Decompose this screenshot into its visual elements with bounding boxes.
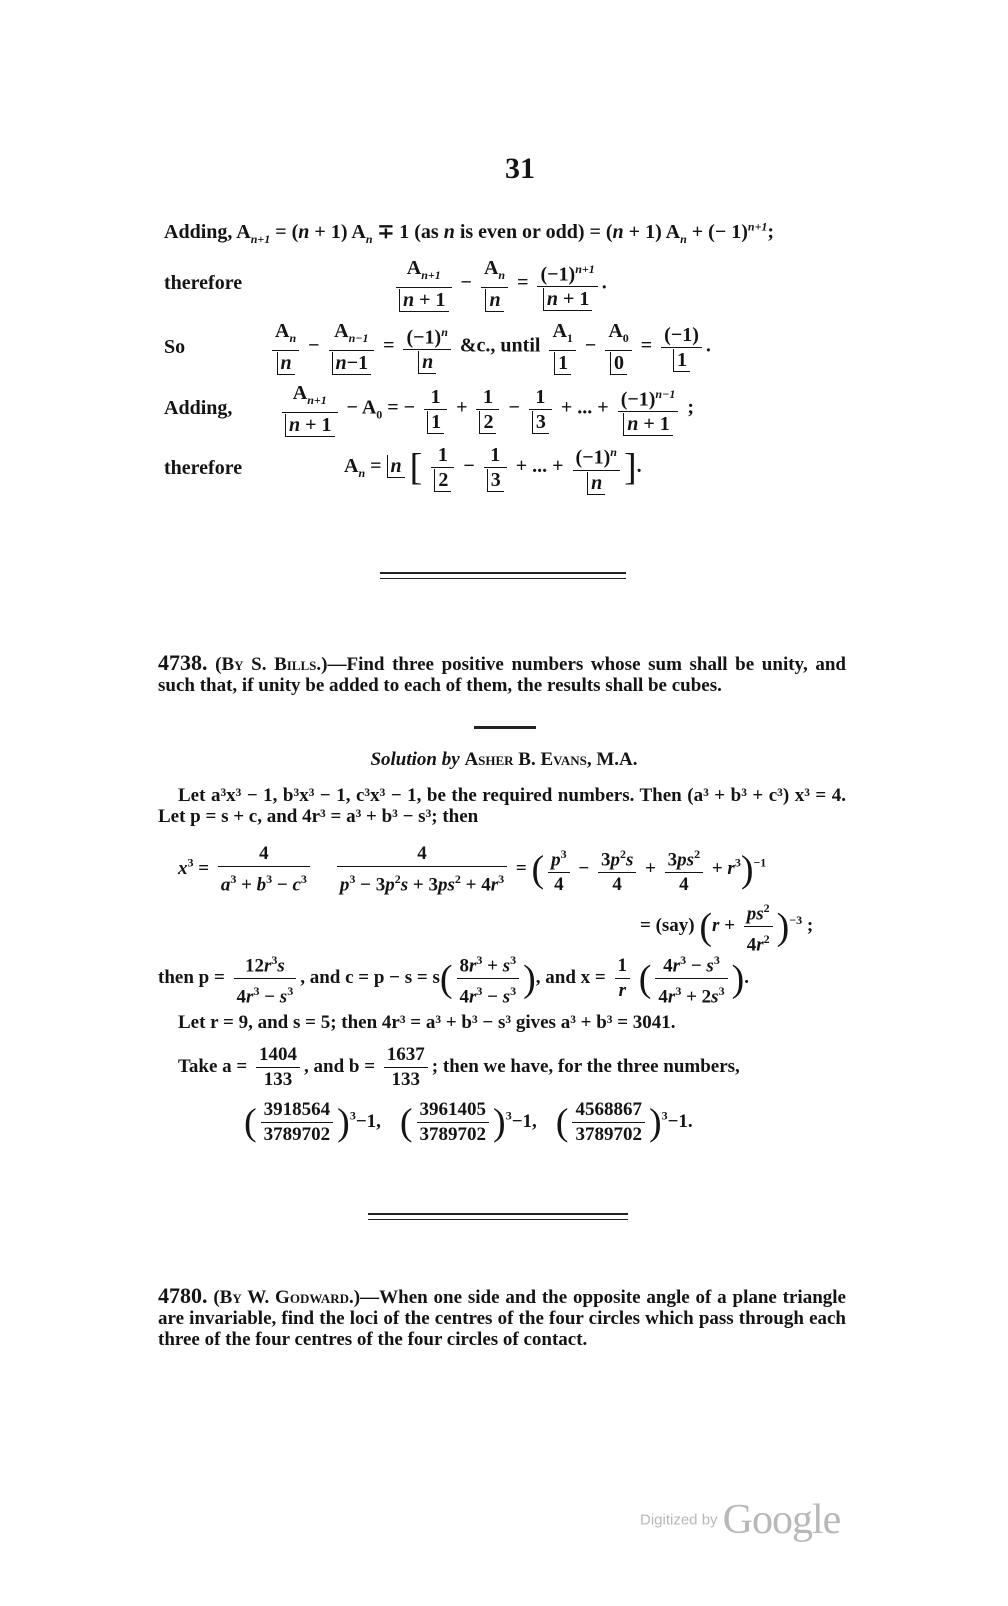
problem-4738 [158,652,846,696]
and-b-label: , and b = [304,1055,376,1077]
equation-therefore-1: $\frac{A_{n+1}}{n + 1}$ − $\frac{A_n}{n}$ = $\frac{(-1)^{n+1}}{n + 1}$ . [392,256,607,312]
result-3: ( $\frac{4568867}{3789702}$ )$^3$−1. [555,1099,693,1145]
section-divider-rule [368,1219,628,1220]
solution-heading [0,749,1008,771]
eq5-label: therefore [164,457,243,479]
then-p-label: then p = [158,967,225,989]
solution-by: Solution by [370,749,460,770]
problem-text: —When one side and the opposite angle of a plane triangle are invariable, find the loci of the centres of the four circles which pass through each three of the four centres of the four circles of contact. [158,1287,846,1350]
equation-therefore-final: $A_n = n$ [ $\frac{1}{2}$ − $\frac{1}{3}$ + ... + $\frac{(-1)^n}{n}$ ]. [344,440,642,495]
problem-author: (By S. Bills.) [215,654,328,675]
page-number: 31 [505,152,535,185]
eq3-until: &c., until [459,334,541,357]
let-r-line: Let r = 9, and s = 5; then 4r³ = a³ + b³ − s³ gives a³ + b³ = 3041. [178,1012,676,1033]
result-2: ( $\frac{3961405}{3789702}$ )$^3$−1, [399,1099,537,1145]
short-divider [474,726,536,729]
eq4-label: Adding, [164,397,233,419]
take-a-label: Take a = [178,1055,248,1077]
section-divider-rule [368,1213,628,1215]
then-have-label: ; then we have, for the three numbers, [431,1055,740,1077]
a-numerator: 1404 [256,1043,300,1068]
equation-p-c-x: then p = $\frac{12r^3s}{4r^3 - s^3}$ , and c = p − s = s( $\frac{8r^3 + s^3}{4r^3 - s^3}$ ), and x = $\frac{1}{r}$ ( $\frac{4r^3 - s^3}{4r^3 + 2s^3}$ ). [158,948,749,1010]
section-divider-rule [380,572,626,574]
watermark-small-text: Digitized by [640,1511,718,1529]
google-logo: Google [722,1497,841,1543]
digitized-watermark [640,1496,840,1544]
solution-intro: Let a³x³ − 1, b³x³ − 1, c³x³ − 1, be the required numbers. Then (a³ + b³ + c³) x³ = 4. Let p = s + c, and 4r³ = a³ + b³ − s³; then [158,785,846,827]
eq1-label: Adding, [164,221,233,243]
result-numbers [244,1098,693,1147]
a-denominator: 133 [263,1069,293,1090]
equation-adding-recurrence: Adding, $A_{n+1} = (n + 1) A_n \mp 1$ (as n is even or odd) = (n + 1) $A_n$ + (− 1)$^{n+1}$; [164,219,775,246]
eq2-label: therefore [164,272,243,294]
section-divider-rule [380,578,626,579]
say-label: = (say) [640,915,695,937]
problem-number: 4780. [158,1283,208,1308]
solution-author: Asher B. Evans, M.A. [464,749,638,770]
equation-so: $\frac{A_n}{n}$ − $\frac{A_{n-1}}{n-1}$ = $\frac{(-1)^n}{n}$ &c., until $\frac{A_1}{1}$ − $\frac{A_0}{0}$ = $\frac{(-1)}{1}$ . [268,319,711,375]
problem-author: (By W. Godward.) [213,1287,361,1308]
equation-say: = (say) (r + $\frac{ps^2}{4r^2}$ )$^{-3}$ ; [640,896,813,958]
and-c-label: , and c = p − s = s [300,967,440,989]
b-denominator: 133 [391,1069,421,1090]
equation-adding-sum: $\frac{A_{n+1}}{n + 1}$ − $A_0$ = − $\frac{1}{1}$ + $\frac{1}{2}$ − $\frac{1}{3}$ + ... + $\frac{(-1)^{n-1}}{n + 1}$ ; [278,381,694,437]
problem-4780 [158,1285,846,1350]
b-numerator: 1637 [384,1043,428,1068]
equation-x-cubed: $x^3$ = $\frac{4}{a^3 + b^3 - c^3}$ $\frac{4}{p^3 - 3p^2s + 3ps^2 + 4r^3}$ = ( $\frac{p^3}{4}$ − $\frac{3p^2s}{4}$ + $\frac{3ps^2}{4}$ + $r^3)^{-1}$ [178,843,767,896]
result-1: ( $\frac{3918564}{3789702}$ )$^3$−1, [244,1099,381,1145]
problem-number: 4738. [158,650,208,675]
problem-text: —Find three positive numbers whose sum shall be unity, and such that, if unity be added to each of them, the results shall be cubes. [158,654,847,696]
and-x-label: , and x = [535,967,606,989]
eq3-label: So [164,336,186,358]
take-a-b-line [178,1043,740,1092]
